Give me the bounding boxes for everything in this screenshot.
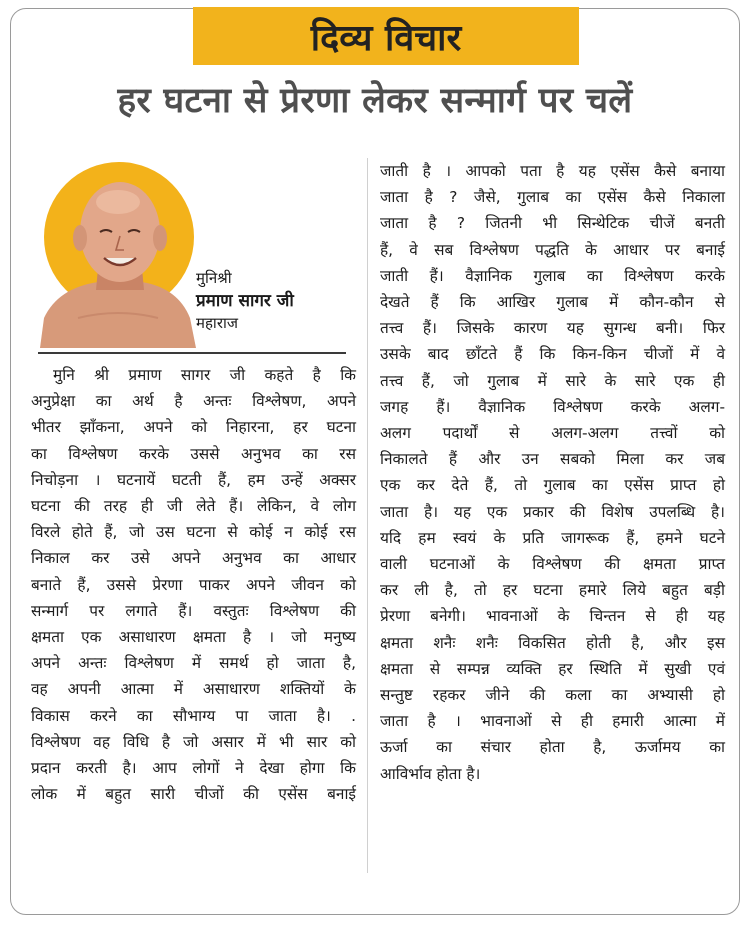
text-line: विश्लेषण वह विधि है जो असार में भी सार को — [31, 732, 356, 751]
text-line: सन्तुष्ट रहकर जीने की कला का अभ्यासी हो — [380, 686, 725, 705]
text-line: निचोड़ना । घटनायें घटती हैं, हम उन्हें अक्सर — [31, 470, 356, 489]
text-line: वाली घटनाओं के विश्लेषण की क्षमता प्राप्त — [380, 555, 725, 574]
text-line: बनाते हैं, उससे प्रेरणा पाकर अपने जीवन को — [31, 575, 356, 594]
author-suffix: महाराज — [196, 314, 238, 332]
text-line: ऊर्जा का संचार होता है, ऊर्जामय का — [380, 738, 725, 757]
section-banner-label: दिव्य विचार — [310, 17, 462, 59]
author-photo — [38, 158, 198, 348]
text-line: घटना की तरह ही जी लेते हैं। लेकिन, वे लोग — [31, 497, 356, 516]
headline: हर घटना से प्रेरणा लेकर सन्मार्ग पर चलें — [117, 81, 633, 121]
text-line: भीतर झाँकना, अपने को निहारना, हर घटना — [31, 418, 356, 437]
text-line: क्षमता शनैः शनैः विकसित होती है, और इस — [380, 633, 725, 652]
text-line: क्षमता एक असाधारण क्षमता है । जो मनुष्य — [31, 628, 356, 647]
text-line: निकालते हैं और उन सबको मिला कर जब — [380, 450, 725, 469]
author-name: प्रमाण सागर जी — [196, 291, 294, 311]
text-line: अपने अन्तः विश्लेषण में समर्थ हो जाता है, — [31, 654, 356, 673]
text-line: विरले होते हैं, जो उस घटना से कोई न कोई रस — [31, 523, 356, 542]
article-column-2 — [380, 158, 725, 787]
text-line: जाता है। यह एक प्रकार की विशेष उपलब्धि है। — [380, 502, 725, 521]
text-line: तत्त्व हैं, जो गुलाब में सारे के सारे एक ही — [380, 371, 725, 390]
text-line: मुनि श्री प्रमाण सागर जी कहते है कि — [53, 366, 356, 384]
monk-portrait-image — [38, 158, 198, 348]
text-line: जाती हैं। वैज्ञानिक गुलाब का विश्लेषण करके — [380, 266, 725, 285]
text-line: तत्त्व हैं। जिसके कारण यह सुगन्ध बनी। फिर — [380, 319, 725, 338]
author-title: मुनिश्री — [196, 269, 232, 287]
author-byline — [196, 268, 294, 334]
text-line: वह अपनी आत्मा में असाधारण शक्तियों के — [31, 680, 356, 699]
text-line: अनुप्रेक्षा का अर्थ है अन्तः विश्लेषण, अपने — [31, 392, 356, 411]
text-line: उसके बाद छाँटते हैं कि किन-किन चीजों में वे — [380, 345, 725, 364]
text-line: अलग पदार्थों से अलग-अलग तत्त्वों को — [380, 424, 725, 443]
text-line: क्षमता से सम्पन्न व्यक्ति हर स्थिति में सुखी एवं — [380, 659, 725, 678]
text-line: निकाल कर उसे अपने अनुभव का आधार — [31, 549, 356, 568]
column-separator — [367, 158, 368, 873]
article-column-1 — [31, 362, 356, 807]
text-line: लोक में बहुत सारी चीजों की एसेंस बनाई — [31, 785, 356, 804]
text-line: आविर्भाव होता है। — [380, 764, 481, 783]
text-line: विकास करने का सौभाग्य पा जाता है। . — [31, 706, 356, 725]
text-line: देखते हैं कि आखिर गुलाब में कौन-कौन से — [380, 293, 725, 312]
text-line: सन्मार्ग पर लगाते हैं। वस्तुतः विश्लेषण की — [31, 601, 356, 620]
text-line: जाता है ? जितनी भी सिन्थेटिक चीजें बनती — [380, 214, 725, 233]
text-line: कर ली है, तो हर घटना हमारे लिये बहुत बड़ी — [380, 581, 725, 600]
text-line: जाता है । भावनाओं से ही हमारी आत्मा में — [380, 712, 725, 731]
section-banner — [193, 7, 579, 65]
text-line: हैं, वे सब विश्लेषण पद्धति के आधार पर बनाई — [380, 240, 725, 259]
text-line: जाता है ? जैसे, गुलाब का एसेंस कैसे निकाला — [380, 188, 725, 207]
text-line: प्रेरणा बनेगी। भावनाओं के चिन्तन से ही यह — [380, 607, 725, 626]
text-line: जगह हैं। वैज्ञानिक विश्लेषण करके अलग- — [380, 397, 725, 416]
text-line: एक कर देते हैं, तो गुलाब का एसेंस प्राप्त हो — [380, 476, 725, 495]
text-line: का विश्लेषण करके उससे अनुभव का रस — [31, 444, 356, 463]
byline-divider — [38, 352, 346, 354]
text-line: यदि हम स्वयं के प्रति जागरूक हैं, हमने घटने — [380, 528, 725, 547]
text-line: प्रदान करती है। आप लोगों ने देखा होगा कि — [31, 759, 356, 778]
text-line: जाती है । आपको पता है यह एसेंस कैसे बनाया — [380, 162, 725, 180]
